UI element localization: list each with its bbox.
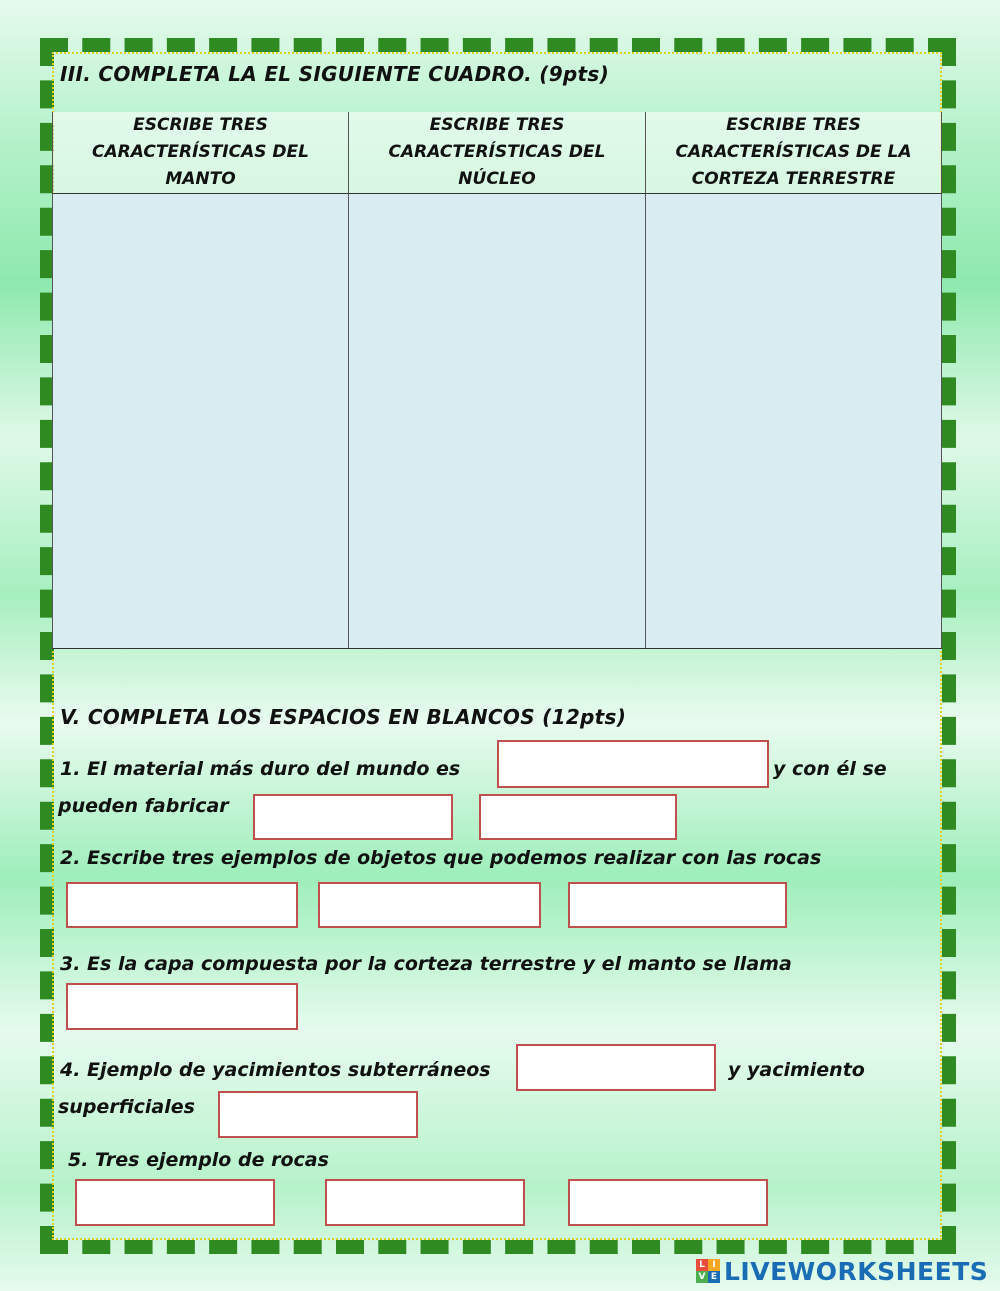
liveworksheets-logo-icon: L I V E xyxy=(696,1259,720,1283)
question-1-text-cont: y con él se xyxy=(773,758,887,780)
answer-cell-corteza[interactable] xyxy=(645,194,942,648)
section-5-title: V. COMPLETA LOS ESPACIOS EN BLANCOS (12pts) xyxy=(60,705,627,729)
answer-box-5a[interactable] xyxy=(75,1179,275,1226)
section-3-title: III. COMPLETA LA EL SIGUIENTE CUADRO. (9pts) xyxy=(60,62,610,86)
question-4-text: 4. Ejemplo de yacimientos subterráneos xyxy=(60,1059,491,1081)
characteristics-table xyxy=(52,112,942,649)
question-1-text: 1. El material más duro del mundo es xyxy=(60,758,461,780)
answer-cell-nucleo[interactable] xyxy=(348,194,645,648)
answer-box-5b[interactable] xyxy=(325,1179,525,1226)
answer-box-3[interactable] xyxy=(66,983,298,1030)
question-2-text: 2. Escribe tres ejemplos de objetos que podemos realizar con las rocas xyxy=(60,847,822,869)
answer-box-2a[interactable] xyxy=(66,882,298,928)
answer-cell-manto[interactable] xyxy=(52,194,348,648)
question-4-text-cont: y yacimiento xyxy=(728,1059,865,1081)
question-4-text-line2: superficiales xyxy=(58,1096,195,1118)
answer-box-2b[interactable] xyxy=(318,882,541,928)
question-5-text: 5. Tres ejemplo de rocas xyxy=(68,1149,329,1171)
column-header-corteza: ESCRIBE TRES CARACTERÍSTICAS DE LA CORTEZA TERRESTRE xyxy=(645,112,942,194)
answer-box-5c[interactable] xyxy=(568,1179,768,1226)
answer-box-4b[interactable] xyxy=(218,1091,418,1138)
question-3-text: 3. Es la capa compuesta por la corteza terrestre y el manto se llama xyxy=(60,953,792,975)
answer-box-1c[interactable] xyxy=(479,794,677,840)
answer-box-2c[interactable] xyxy=(568,882,787,928)
answer-box-1a[interactable] xyxy=(497,740,769,788)
column-header-manto: ESCRIBE TRES CARACTERÍSTICAS DEL MANTO xyxy=(52,112,348,194)
liveworksheets-logo-text: LIVEWORKSHEETS xyxy=(724,1256,989,1286)
answer-box-1b[interactable] xyxy=(253,794,453,840)
column-header-nucleo: ESCRIBE TRES CARACTERÍSTICAS DEL NÚCLEO xyxy=(348,112,645,194)
liveworksheets-logo xyxy=(696,1256,988,1286)
answer-box-4a[interactable] xyxy=(516,1044,716,1091)
question-1-text-line2: pueden fabricar xyxy=(58,795,229,817)
